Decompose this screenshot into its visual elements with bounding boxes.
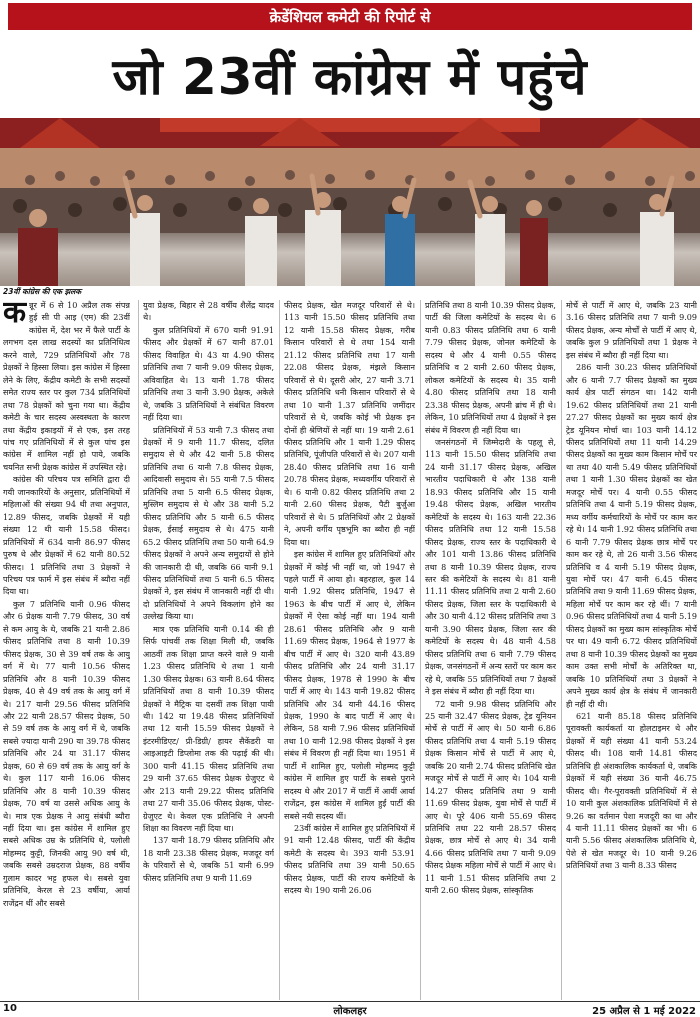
article-paragraph: प्रतिनिधि तथा 8 यानी 10.39 फीसद प्रेक्षक, पार्टी की जिला कमेटियों के सदस्य थे। 6 यानी 0.83 फीसद प्रतिनिधि तथा 6 यानी 7.79 फीसद प्रेक्षक, जोनल कमेटियों के सदस्य थे और 4 यानी 0.55 फीसद प्रतिनिधि व 2 यानी 2.60 फीसद प्रेक्षक, लोकल कमेटियों के सदस्य थे। 35 यानी 4.80 फीसद प्रतिनिधि तथा 18 यानी 23.38 फीसद प्रेक्षक, अपनी ब्रांच में ही थे। लेकिन, 10 प्रतिनिधियों तथा 4 प्रेक्षकों ने इस संबंध में विवरण ही नहीं दिया था। [425,301,556,435]
article-paragraph: 621 यानी 85.18 फीसद प्रतिनिधि पूरावक्ती कार्यकर्ता या होलटाइमर थे और प्रेक्षकों में यही संख्या 41 यानी 53.24 फीसद थी। 108 यानी 14.81 फीसद प्रतिनिधि ही अंशकालिक कार्यकर्ता थे, जबकि प्रेक्षकों में यही संख्या 36 यानी 46.75 फीसद थी। गैर-पूरावक्ती प्रतिनिधियों में से 10 यानी कुल अंशकालिक प्रतिनिधियों में से 9.26 का वर्तमान पेशा मजदूरी का था और 4 यानी 11.11 फीसद प्रेक्षकों का भी। 6 यानी 5.56 फीसद अंशकालिक प्रतिनिधि थे, पेशे से खेत मजदूर थे। 10 यानी 9.26 प्रतिनिधियों तथा 3 यानी 8.33 फीसद [566,711,697,871]
congress-photo-illustration [0,118,700,286]
article-paragraph: 137 यानी 18.79 फीसद प्रतिनिधि और 18 यानी 23.38 फीसद प्रेक्षक, मजदूर वर्ग के परिवारों से थे, जबकि 51 यानी 6.99 फीसद प्रतिनिधि तथा 9 यानी 11.69 [143,836,274,883]
article-paragraph: 23वीं कांग्रेस में शामिल हुए प्रतिनिधियों में 91 यानी 12.48 फीसद, पार्टी की केंद्रीय कमेटी के सदस्य थे। 393 यानी 53.91 फीसद प्रतिनिधि तथा 39 यानी 50.65 फीसद प्रेक्षक, पार्टी की राज्य कमेटियों के सदस्य थे। 190 यानी 26.06 [284,824,415,896]
article-column-2 [143,300,274,1000]
article-column-1 [3,300,130,1000]
column-divider [279,300,280,1000]
headline: जो 23वीं कांग्रेस में पहुंचे [112,48,588,106]
article-paragraph: प्रतिनिधियों में 53 यानी 7.3 फीसद तथा प्रेक्षकों में 9 यानी 11.7 फीसद, दलित समुदाय से थे और 42 यानी 5.8 फीसद प्रतिनिधि तथा 6 यानी 7.8 फीसद प्रेक्षक, आदिवासी समुदाय से। 55 यानी 7.5 फीसद प्रतिनिधि तथा 5 यानी 6.5 फीसद प्रेक्षक, मुस्लिम समुदाय से थे और 38 यानी 5.2 फीसद प्रतिनिधि और 5 यानी 6.5 फीसद प्रेक्षक, ईसाई समुदाय से थे। 475 यानी 65.2 फीसद प्रतिनिधि तथा 50 यानी 64.9 फीसद प्रेक्षकों ने अपने अन्य समुदायों से होने की जानकारी दी थी, जबकि 66 यानी 9.1 फीसद प्रतिनिधियों तथा 5 यानी 6.5 फीसद प्रेक्षकों ने, इस संबंध में जानकारी नहीं दी थी। दो प्रतिनिधियों ने अपने विकलांग होने का उल्लेख किया था। [143,425,274,622]
article-paragraph: जनसंगठनों में जिम्मेदारी के पहलू से, 113 यानी 15.50 फीसद प्रतिनिधि तथा 24 यानी 31.17 फीसद प्रेक्षक, अखिल भारतीय पदाधिकारी थे और 138 यानी 18.93 फीसद प्रतिनिधि और 15 यानी 19.48 फीसद प्रेक्षक, अखिल भारतीय कमेटियों के सदस्य थे। 163 यानी 22.36 फीसद प्रतिनिधि तथा 12 यानी 15.58 फीसद प्रेक्षक, राज्य स्तर के पदाधिकारी थे और 101 यानी 13.86 फीसद प्रतिनिधि तथा 8 यानी 10.39 फीसद प्रेक्षक, राज्य स्तर की कमेटियों के सदस्य थे। 81 यानी 11.11 फीसद प्रतिनिधि तथा 2 यानी 2.60 फीसद प्रेक्षक, जिला स्तर के पदाधिकारी थे और 30 यानी 4.12 फीसद प्रतिनिधि तथा 3 यानी 3.90 फीसद प्रेक्षक, जिला स्तर की कमेटियों के सदस्य थे। 48 यानी 4.58 फीसद प्रतिनिधि तथा 6 यानी 7.79 फीसद प्रेक्षक, जनसंगठनों में अन्य स्तरों पर काम कर रहे थे, जबकि 55 प्रतिनिधियों तथा 7 प्रेक्षकों ने इस संबंध में ब्यौरा ही नहीं दिया था। [425,437,556,697]
publication-name: लोकलहर [333,1006,367,1017]
article-paragraph: इस कांग्रेस में शामिल हुए प्रतिनिधियों और प्रेक्षकों में कोई भी नहीं था, जो 1947 से पहले पार्टी में आया हो। बहरहाल, कुल 14 यानी 1.92 फीसद प्रतिनिधि, 1947 से 1963 के बीच पार्टी में आए थे, लेकिन प्रेक्षकों में ऐसा कोई नहीं था। 194 यानी 28.61 फीसद प्रतिनिधि और 9 यानी 11.69 फीसद प्रेक्षक, 1964 से 1977 के बीच पार्टी में आए थे। 320 यानी 43.89 फीसद प्रतिनिधि और 24 यानी 31.17 फीसद प्रेक्षक, 1978 से 1990 के बीच पार्टी में आए थे। 143 यानी 19.82 फीसद प्रतिनिधि और 34 यानी 44.16 फीसद प्रेक्षक, 1990 के बाद पार्टी में आए थे। लेकिन, 58 यानी 7.96 फीसद प्रतिनिधियों तथा 10 यानी 12.98 फीसद प्रेक्षकों ने इस संबंध में विवरण ही नहीं दिया था। 1951 में पार्टी में शामिल हुए, पलोली मोहम्मद कुट्टी कांग्रेस में शामिल हुए पार्टी के सबसे पुराने सदस्य थे और 2017 में पार्टी में आयीं आर्या राजेंद्रन, इस कांग्रेस में शामिल हुईं पार्टी की सबसे नयी सदस्य थीं। [284,550,415,821]
article-paragraph: फीसद प्रेक्षक, खेत मजदूर परिवारों से थे। 113 यानी 15.50 फीसद प्रतिनिधि तथा 12 यानी 15.58 फीसद प्रेक्षक, गरीब किसान परिवारों से थे तथा 154 यानी 21.12 फीसद प्रतिनिधि तथा 17 यानी 22.08 फीसद प्रेक्षक, मंझले किसान परिवारों से थे। दूसरी ओर, 27 यानी 3.71 फीसद प्रतिनिधि धनी किसान परिवारों से थे तथा 10 यानी 1.37 प्रतिनिधि जमींदार परिवारों से थे, जबकि कोई भी प्रेक्षक इन दोनों ही श्रेणियों से नहीं था। 19 यानी 2.61 फीसद प्रतिनिधि और 1 यानी 1.29 फीसद प्रतिनिधि, पूंजीपति परिवारों से थे। 207 यानी 28.40 फीसद प्रतिनिधि तथा 16 यानी 20.78 फीसद प्रेक्षक, मध्यवर्गीय परिवारों से थे। 6 यानी 0.82 फीसद प्रतिनिधि तथा 2 यानी 2.60 फीसद प्रेक्षक, पैटी बुर्जुआ परिवारों से थे। 5 प्रतिनिधियों और 2 प्रेक्षकों ने, अपनी वर्गीय पृष्ठभूमि का ब्यौरा ही नहीं दिया था। [284,301,415,547]
article-column-3 [284,300,415,1000]
article-paragraph: कुल 7 प्रतिनिधि यानी 0.96 फीसद और 6 प्रेक्षक यानी 7.79 फीसद, 30 वर्ष से कम आयु के थे, जबकि 21 यानी 2.86 फीसद प्रतिनिधि तथा 8 यानी 10.39 फीसद प्रेक्षक, 30 से 39 वर्ष तक के आयु वर्ग में थे। 77 यानी 10.56 फीसद प्रतिनिधि और 8 यानी 10.39 फीसद प्रेक्षक, 40 से 49 वर्ष तक के आयु वर्ग में थे। 217 यानी 29.56 फीसद प्रतिनिधि और 22 यानी 28.57 फीसद प्रेक्षक, 50 से 59 वर्ष तक के आयु वर्ग में थे, जबकि सबसे ज्यादा यानी 290 या 39.78 फीसद प्रतिनिधि और 24 या 31.17 फीसद प्रेक्षक, 60 से 69 वर्ष तक के आयु वर्ग के थे। कुल 117 यानी 16.06 फीसद प्रतिनिधि और 8 यानी 10.39 फीसद प्रेक्षक, 70 वर्ष या उससे अधिक आयु के थे। मात्र एक प्रेक्षक ने आयु संबंधी ब्यौरा नहीं दिया था। इस कांग्रेस में शामिल हुए सबसे अधिक उम्र के प्रतिनिधि थे, पलोली मोहम्मद कुट्टी, जिनकी आयु 90 वर्ष थी, जबकि सबसे उम्रदराज प्रेक्षक, 88 वर्षीय गुलाम कादर भट्ट हफल थे। सबसे युवा प्रतिनिधि, केरल से 23 वर्षीया, आर्या राजेंद्रन थीं और सबसे [3,599,130,908]
article-paragraph: 72 यानी 9.98 फीसद प्रतिनिधि और 25 यानी 32.47 फीसद प्रेक्षक, ट्रेड यूनियन मोर्चे से पार्टी में आए थे। 50 यानी 6.86 फीसद प्रतिनिधि तथा 4 यानी 5.19 फीसद प्रेक्षक किसान मोर्चे से पार्टी में आए थे, जबकि 20 यानी 2.74 फीसद प्रतिनिधि खेत मजदूर मोर्चे से पार्टी में आए थे। 104 यानी 14.27 फीसद प्रतिनिधि तथा 9 यानी 11.69 फीसद प्रेक्षक, युवा मोर्चे से पार्टी में आए थे। पूरे 406 यानी 55.69 फीसद प्रतिनिधि तथा 22 यानी 28.57 फीसद प्रेक्षक, छात्र मोर्चे से आए थे। 34 यानी 4.66 फीसद प्रतिनिधि तथा 7 यानी 9.09 फीसद प्रेक्षक महिला मोर्चे से पार्टी में आए थे। 11 यानी 1.51 फीसद प्रतिनिधि तथा 2 यानी 2.60 फीसद प्रेक्षक, सांस्कृतिक [425,699,556,896]
drop-cap: क [3,300,27,330]
section-kicker-band [8,3,692,30]
column-divider [561,300,562,1000]
article-paragraph: कुल प्रतिनिधियों में 670 यानी 91.91 फीसद और प्रेक्षकों में 67 यानी 87.01 फीसद विवाहित थे। 43 या 4.90 फीसद प्रतिनिधि तथा 7 यानी 9.09 फीसद प्रेक्षक, अविवाहित थे। 13 यानी 1.78 फीसद प्रतिनिधि तथा 3 यानी 3.90 प्रेक्षक, अकेले थे, जबकि 3 प्रतिनिधियों ने संबंधित विवरण नहीं दिया था। [143,325,274,423]
footer-rule [0,1001,700,1002]
photo-caption: 23वीं कांग्रेस की एक झलक [3,287,82,296]
article-paragraph: न्नूर में 6 से 10 अप्रैल तक संपन्न हुई सी पी आइ (एम) की 23वीं कांग्रेस में, देश भर में फैले पार्टी के लगभग दस लाख सदस्यों का प्रतिनिधित्व करने वाले, 729 प्रतिनिधियों और 78 प्रेक्षकों ने हिस्सा लिया। इस कांग्रेस में हिस्सा लेने के लिए, केंद्रीय कमेटी के सभी सदस्यों समेत राज्य स्तर पर कुल 734 प्रतिनिधियों तथा 78 प्रेक्षकों को चुना गया था। केंद्रीय कमेटी के चार सदस्य अस्वस्थता के कारण तथा केंद्रीय इकाइयों में से एक, इस तरह पांच गए प्रतिनिधियों में से कुल पांच इस कांग्रेस में शामिल नहीं हो पाये, जबकि चयनित सभी प्रेक्षक कांग्रेस में उपस्थित रहे। [3,301,130,472]
congress-photo [0,118,700,286]
article-paragraph: 286 यानी 30.23 फीसद प्रतिनिधियों और 6 यानी 7.7 फीसद प्रेक्षकों का मुख्य कार्य क्षेत्र पार्टी संगठन था। 142 यानी 19.62 फीसद प्रतिनिधियों तथा 21 यानी 27.27 फीसद प्रेक्षकों का मुख्य कार्य क्षेत्र ट्रेड यूनियन मोर्चा था। 103 यानी 14.12 फीसद प्रतिनिधियों तथा 11 यानी 14.29 फीसद प्रेक्षकों का मुख्य काम किसान मोर्चे पर था तथा 40 यानी 5.49 फीसद प्रतिनिधियों तथा 1 यानी 1.30 फीसद प्रेक्षकों का खेत मजदूर मोर्चे पर। 4 यानी 0.55 फीसद प्रतिनिधि तथा 4 यानी 5.19 फीसद प्रेक्षक, मध्य वर्गीय कर्मचारियों के मोर्चे पर काम कर रहे थे। 14 यानी 1.92 फीसद प्रतिनिधि तथा 6 यानी 7.79 फीसद प्रेक्षक छात्र मोर्चे पर काम कर रहे थे, तो 26 यानी 3.56 फीसद प्रतिनिधि व 4 यानी 5.19 फीसद प्रेक्षक, युवा मोर्चे पर। 47 यानी 6.45 फीसद प्रतिनिधि तथा 9 यानी 11.69 फीसद प्रेक्षक, महिला मोर्चे पर काम कर रहे थीं। 7 यानी 0.96 फीसद प्रतिनिधियों तथा 4 यानी 5.19 फीसद प्रेक्षकों का मुख्य काम सांस्कृतिक मोर्चे पर था। 49 यानी 6.72 फीसद प्रतिनिधियों तथा 8 यानी 10.39 फीसद प्रेक्षकों का मुख्य काम उक्त सभी मोर्चों के अतिरिक्त था, जबकि 10 प्रतिनिधियों तथा 3 प्रेक्षकों ने अपने मुख्य कार्य क्षेत्र के संबंध में जानकारी ही नहीं दी थी। [566,363,697,709]
column-divider [420,300,421,1000]
page-number: 10 [3,1003,17,1014]
article-paragraph: मात्र एक प्रतिनिधि यानी 0.14 की ही सिर्फ पांचवीं तक शिक्षा मिली थी, जबकि आठवीं तक शिक्षा प्राप्त करने वाले 9 यानी 1.23 फीसद प्रतिनिधि थे तथा 1 यानी 1.30 फीसद प्रेक्षक। 63 यानी 8.64 फीसद प्रतिनिधियों तथा 8 यानी 10.39 फीसद प्रेक्षकों ने मैट्रिक या दसवीं तक शिक्षा पायी थी। 142 या 19.48 फीसद प्रतिनिधियों तथा 12 यानी 15.59 फीसद प्रेक्षकों ने इंटरमीडिएट/ प्री-डिग्री/ हायर सैकेंडरी या आइआइटी डिप्लोमा तक की पढ़ाई की थी। 300 यानी 41.15 फीसद प्रतिनिधि तथा 29 यानी 37.65 फीसद प्रेक्षक ग्रेजुएट थे और 213 यानी 29.22 फीसद प्रतिनिधि तथा 27 यानी 35.06 फीसद प्रेक्षक, पोस्ट-ग्रेजुएट थे। केवल एक प्रतिनिधि ने अपनी शिक्षा का विवरण नहीं दिया था। [143,624,274,834]
article-paragraph: मोर्चे से पार्टी में आए थे, जबकि 23 यानी 3.16 फीसद प्रतिनिधि तथा 7 यानी 9.09 फीसद प्रेक्षक, अन्य मोर्चों से पार्टी में आए थे, जबकि कुल 9 प्रतिनिधियों तथा 1 प्रेक्षक ने इस संबंध में ब्यौरा ही नहीं दिया था। [566,301,697,360]
issue-date: 25 अप्रैल से 1 मई 2022 [592,1006,696,1017]
article-paragraph: युवा प्रेक्षक, बिहार से 28 वर्षीय शैलेंद्र यादव थे। [143,301,274,323]
article-column-5 [566,300,697,1000]
article-column-4 [425,300,556,1000]
article-paragraph: कांग्रेस की परिचय पत्र समिति द्वारा दी गयी जानकारियों के अनुसार, प्रतिनिधियों में महिलाओं की संख्या 94 थी तथा अनुपात, 12.89 फीसद, जबकि प्रेक्षकों में यही संख्या 12 थी यानी 15.58 फीसद। प्रतिनिधियों में 634 यानी 86.97 फीसद पुरुष थे और प्रेक्षकों में 62 यानी 80.52 फीसद। 1 प्रतिनिधि तथा 3 प्रेक्षकों ने परिचय पत्र फार्म में इस संबंध में ब्यौरा नहीं दिया था। [3,475,130,597]
column-divider [138,300,139,1000]
section-kicker: क्रेडेंशियल कमेटी की रिपोर्ट से [269,7,431,26]
